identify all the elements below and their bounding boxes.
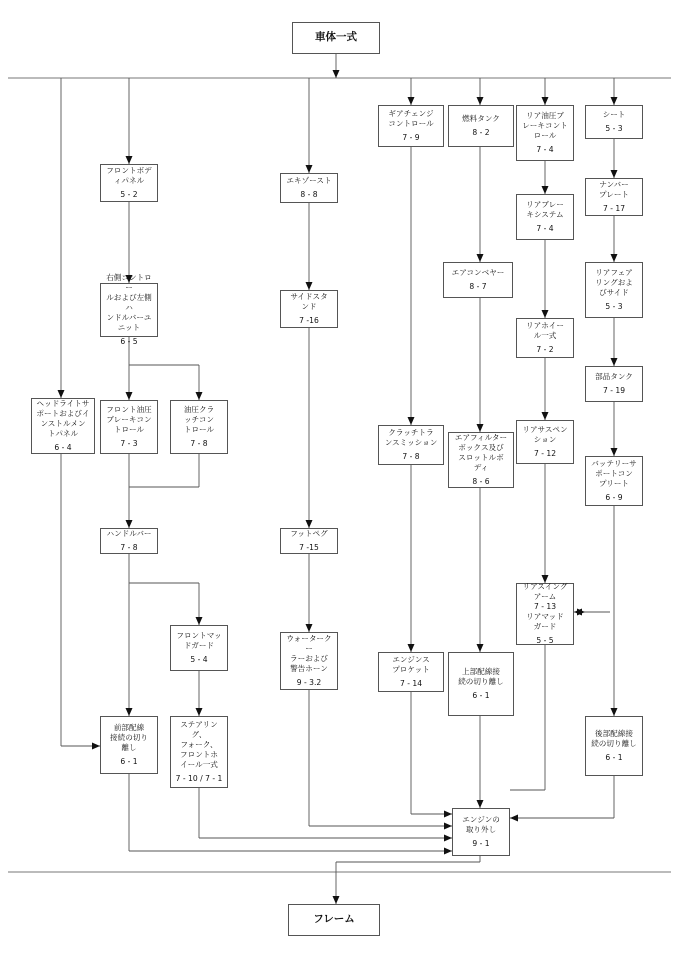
node-title: リア油圧ブ レーキコント ロール [522, 110, 568, 140]
node-code: 7 - 2 [536, 345, 554, 355]
node-code: 7 - 8 [120, 543, 138, 552]
arrow-head [611, 358, 618, 366]
node-code: 5 - 4 [190, 655, 208, 664]
node-code: 5 - 3 [605, 302, 623, 312]
node-code: 8 - 2 [472, 128, 490, 137]
node-code: 7 - 3 [120, 439, 138, 449]
node-rear-fairing [585, 262, 643, 318]
node-title: フロントボデ ィパネル [106, 165, 152, 185]
node-title: 前部配線 接続の切り 離し [110, 722, 148, 752]
arrow-head [306, 624, 313, 632]
node-headlight-bracket [31, 398, 95, 454]
arrow-head [126, 708, 133, 716]
arrow-head [611, 448, 618, 456]
node-footpeg [280, 528, 338, 554]
node-title: フロント油圧 ブレーキコン トロール [106, 404, 152, 434]
arrow-head [477, 254, 484, 262]
node-engine-removal [452, 808, 510, 856]
arrow-head [611, 708, 618, 716]
arrow-head [611, 254, 618, 262]
arrow-head [477, 644, 484, 652]
node-rear-brake-system [516, 194, 574, 240]
node-exhaust [280, 173, 338, 203]
node-code: 7 - 10 / 7 - 1 [175, 774, 223, 784]
node-code: 8 - 7 [469, 282, 487, 291]
node-title: エンジンス プロケット [392, 654, 430, 674]
arrow-head [58, 390, 65, 398]
node-code: 7 - 19 [602, 386, 626, 395]
node-code: 7 - 4 [536, 145, 554, 155]
arrow-head [126, 156, 133, 164]
node-code: 7 - 8 [190, 439, 208, 449]
arrow-head [306, 282, 313, 290]
node-title: リアスイング アーム 7 - 13 リアマッド ガード [522, 581, 568, 632]
node-code: 9 - 1 [472, 839, 490, 848]
node-code: 7 - 4 [536, 224, 554, 233]
node-title: エアフィルター ボックス及び スロットルボ ディ [454, 432, 508, 473]
node-front-mudguard [170, 625, 228, 671]
node-water-cooler [280, 632, 338, 690]
arrow-head [333, 896, 340, 904]
node-title: ウォータークー ラーおよび 警告ホーン [286, 633, 332, 674]
arrow-head [126, 520, 133, 528]
arrow-head [408, 417, 415, 425]
node-title: フロントマッ ドガード [176, 630, 222, 650]
node-upper-wiring [448, 652, 514, 716]
arrow-head [306, 520, 313, 528]
node-title: エキゾースト [286, 175, 332, 185]
arrow-head [611, 170, 618, 178]
node-gear-change-control [378, 105, 444, 147]
node-title: 部品タンク [595, 371, 633, 381]
node-code: 7 - 8 [402, 452, 420, 462]
arrow-head [126, 392, 133, 400]
node-rear-wheel [516, 318, 574, 358]
node-title: ヘッドライトサ ポートおよびイ ンストルメン トパネル [36, 398, 90, 439]
arrow-head [92, 743, 100, 750]
node-title: フットペグ [290, 528, 328, 538]
node-airfilter-throttle [448, 432, 514, 488]
arrow-head [444, 848, 452, 855]
node-title: ステアリング、 フォーク、 フロントホ イール一式 [180, 719, 218, 770]
arrow-head [542, 97, 549, 105]
bottom-node-label: フレーム [313, 913, 355, 926]
arrow-head [477, 97, 484, 105]
top-node-label: 車体一式 [315, 31, 357, 44]
node-fuel-tank [448, 105, 514, 147]
node-code: 7 - 14 [399, 679, 423, 689]
bottom-node-frame [288, 904, 380, 936]
node-code: 7 - 9 [402, 133, 420, 142]
arrow-head [510, 815, 518, 822]
arrow-head [611, 97, 618, 105]
node-handlebar [100, 528, 158, 554]
arrow-head [306, 165, 313, 173]
node-code: 6 - 9 [605, 493, 623, 503]
arrow-head [196, 708, 203, 716]
node-code: 7 -15 [299, 543, 319, 552]
node-title: 燃料タンク [462, 113, 500, 123]
node-code: 7 - 12 [533, 449, 557, 458]
arrow-head [196, 617, 203, 625]
node-code: 6 - 1 [120, 757, 138, 767]
node-battery-support [585, 456, 643, 506]
node-code: 5 - 3 [605, 124, 623, 133]
node-code: 8 - 8 [300, 190, 318, 199]
node-title: エアコンベヤー [451, 267, 505, 277]
node-title: バッテリーサ ポートコン プリート [591, 458, 637, 488]
node-title: リアホイー ル一式 [526, 320, 564, 340]
node-front-body-panel [100, 164, 158, 202]
arrow-head [444, 823, 452, 830]
node-code: 6 - 5 [120, 337, 138, 347]
node-title: 上部配線接 続の切り離し [458, 666, 504, 686]
arrow-head [542, 186, 549, 194]
arrow-head [444, 835, 452, 842]
node-title: ナンバー プレート [598, 179, 630, 199]
node-handlebar-units [100, 272, 158, 347]
node-seat [585, 105, 643, 139]
node-front-brake-control [100, 400, 158, 454]
top-node-body-assembly [292, 22, 380, 54]
node-rear-wiring [585, 716, 643, 776]
node-title: サイドスタ ンド [290, 291, 328, 311]
node-number-plate [585, 178, 643, 216]
node-title: リアフェア リングおよ びサイド [595, 267, 633, 297]
node-code: 5 - 2 [120, 190, 138, 200]
node-clutch-transmission [378, 425, 444, 465]
node-code: 8 - 6 [472, 477, 490, 487]
node-title: シート [602, 109, 626, 119]
node-title: リアサスペン ション [522, 424, 568, 444]
node-clutch-control [170, 400, 228, 454]
node-title: エンジンの 取り外し [462, 814, 500, 834]
node-code: 7 - 17 [602, 204, 626, 214]
node-title: 右側コントロー ルおよび左側ハ ンドルバーユ ニット [106, 272, 152, 333]
node-rear-suspension [516, 420, 574, 464]
node-code: 6 - 1 [472, 691, 490, 700]
node-side-stand [280, 290, 338, 328]
node-rear-swingarm [516, 583, 574, 645]
arrow-head [196, 392, 203, 400]
node-code: 6 - 1 [605, 753, 623, 762]
node-code: 5 - 5 [536, 636, 554, 646]
node-rear-brake-control [516, 105, 574, 161]
arrow-head [542, 412, 549, 420]
arrow-head [477, 424, 484, 432]
arrow-head [477, 800, 484, 808]
node-parts-tank [585, 366, 643, 402]
node-air-conveyor [443, 262, 513, 298]
arrow-head [333, 70, 340, 78]
node-code: 6 - 4 [54, 443, 72, 453]
node-title: ギアチェンジ コントロール [388, 108, 434, 128]
node-title: ハンドルバー [106, 528, 152, 538]
node-title: 後部配線接 続の切り離し [591, 728, 637, 748]
node-title: 油圧クラ ッチコン トロール [183, 404, 215, 434]
node-front-wiring [100, 716, 158, 774]
arrow-head [444, 811, 452, 818]
node-engine-sprocket [378, 652, 444, 692]
node-steering-fork [170, 716, 228, 788]
node-title: クラッチトラ ンスミッション [384, 427, 438, 447]
arrow-head [408, 644, 415, 652]
node-title: リアブレー キシステム [526, 199, 564, 219]
arrow-head [542, 310, 549, 318]
arrow-head [408, 97, 415, 105]
node-code: 9 - 3.2 [296, 678, 322, 688]
node-code: 7 -16 [299, 316, 319, 326]
